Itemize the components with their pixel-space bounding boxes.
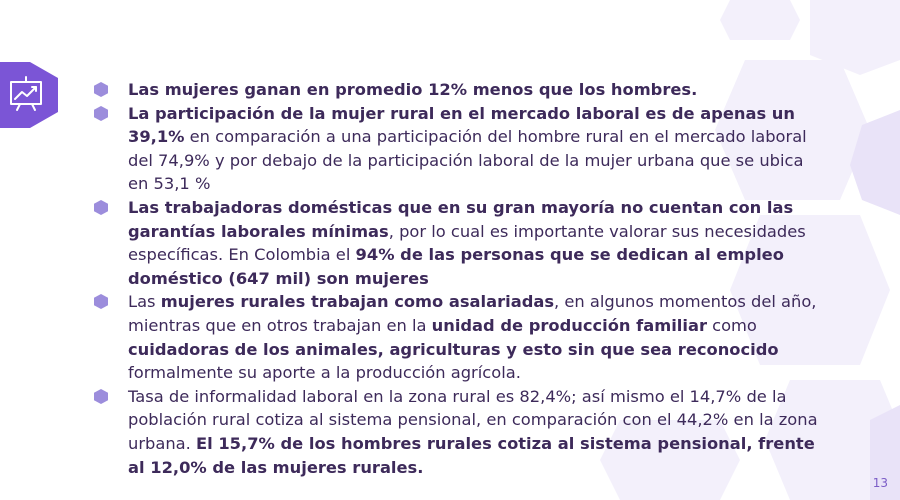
bullet-item (94, 290, 819, 384)
page-number: 13 (872, 476, 888, 490)
bullet-bold-text: 94% de las personas que se dedican al empleo doméstico (647 mil) son mujeres (128, 245, 784, 288)
bullet-text: Tasa de informalidad laboral en la zona rural es 82,4%; así mismo el 14,7% de la población rural cotiza al sistema pensional, en comparación con el 44,2% en la zona urbana. (128, 386, 818, 453)
bullet-bold-text: Las mujeres ganan en promedio 12% menos que los hombres. (128, 80, 698, 99)
bullet-text: , en algunos momentos del año, mientras que en otros trabajan en la (128, 292, 817, 335)
bullet-item (94, 78, 819, 102)
bullet-list (94, 78, 819, 479)
bullet-bold-text: El 15,7% de los hombres rurales cotiza al sistema pensional, frente al 12,0% de las mujeres rurales. (128, 433, 815, 477)
bullet-bold-text: cuidadoras de los animales, agriculturas y esto sin que sea reconocido (128, 339, 779, 359)
bullet-text: Las (128, 292, 161, 312)
bullet-text: como (706, 315, 757, 335)
hexagon-bullet-icon (94, 294, 108, 309)
bullet-text: , por lo cual es importante valorar sus necesidades específicas. En Colombia el (128, 221, 806, 265)
hexagon-bullet-icon (94, 106, 108, 121)
bullet-item (94, 196, 819, 290)
hexagon-bullet-icon (94, 389, 108, 404)
hexagon-bullet-icon (94, 200, 108, 215)
bullet-item (94, 385, 819, 479)
presentation-chart-icon (0, 62, 58, 128)
bullet-bold-text: Las trabajadoras domésticas que en su gran mayoría no cuentan con las garantías laborales mínimas (128, 197, 794, 241)
bullet-bold-text: La participación de la mujer rural en el mercado laboral es de apenas un 39,1% (128, 103, 795, 147)
bullet-item (94, 102, 819, 196)
bullet-bold-text: mujeres rurales trabajan como asalariadas (160, 292, 555, 312)
bullet-text: en comparación a una participación del hombre rural en el mercado laboral del 74,9% y por debajo de la participación laboral de la mujer urbana que se ubica en 53,1 % (128, 127, 807, 194)
bullet-text: formalmente su aporte a la producción agrícola. (128, 363, 521, 383)
hexagon-bullet-icon (94, 82, 108, 97)
bullet-bold-text: unidad de producción familiar (431, 315, 707, 335)
